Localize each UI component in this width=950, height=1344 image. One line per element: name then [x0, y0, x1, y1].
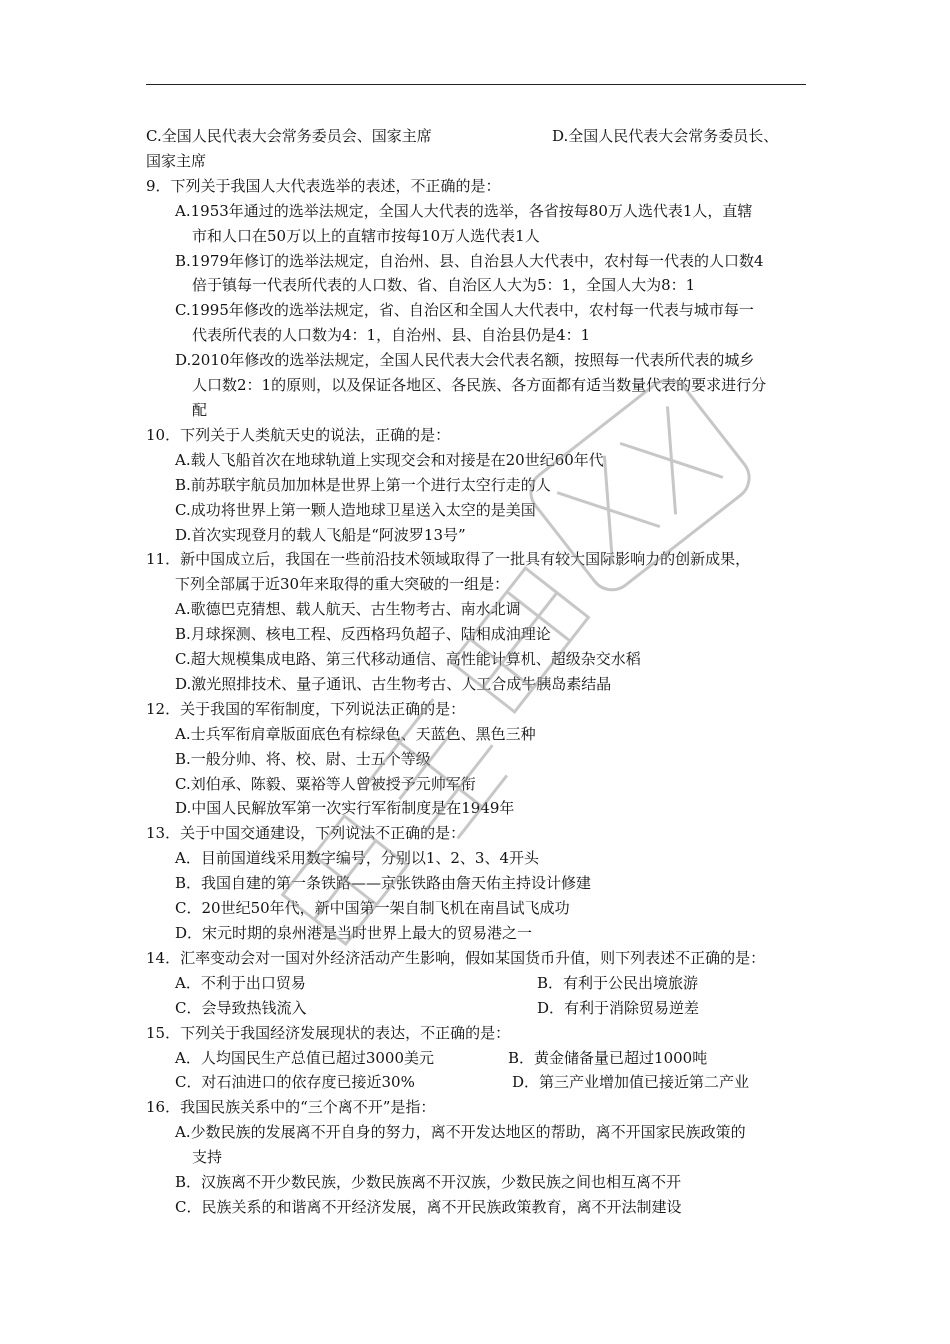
- option-text: D．有利于消除贸易逆差: [537, 998, 700, 1017]
- question-text: 10．下列关于人类航天史的说法，正确的是：: [146, 425, 451, 444]
- question-text: 国家主席: [146, 151, 207, 170]
- question-text: 9．下列关于我国人大代表选举的表述，不正确的是：: [146, 176, 501, 195]
- option-text: C．会导致热钱流入: [175, 998, 307, 1017]
- option-text: 人口数2：1的原则，以及保证各地区、各民族、各方面都有适当数量代表的要求进行分: [192, 376, 767, 395]
- option-text: B．黄金储备量已超过1000吨: [508, 1048, 708, 1067]
- option-text: D.2010年修改的选举法规定，全国人民代表大会代表名额，按照每一代表所代表的城乡: [175, 351, 755, 370]
- option-text: A.1953年通过的选举法规定，全国人大代表的选举，各省按每80万人选代表1人，直辖: [175, 201, 753, 220]
- option-row: [146, 971, 816, 996]
- option-text: A．人均国民生产总值已超过3000美元: [175, 1048, 435, 1067]
- option-text: C.成功将世界上第一颗人造地球卫星送入太空的是美国: [175, 500, 536, 519]
- option-text: A.歌德巴克猜想、载人航天、古生物考古、南水北调: [175, 600, 521, 619]
- option-text: 支持: [192, 1148, 223, 1167]
- option-text: C．对石油进口的依存度已接近30%: [175, 1073, 415, 1092]
- question-text: 16．我国民族关系中的“三个离不开”是指：: [146, 1098, 436, 1117]
- option-text: B．我国自建的第一条铁路——京张铁路由詹天佑主持设计修建: [175, 874, 592, 893]
- option-text: D.首次实现登月的载人飞船是“阿波罗13号”: [175, 525, 466, 544]
- option-text: A.士兵军衔肩章版面底色有棕绿色、天蓝色、黑色三种: [175, 724, 536, 743]
- option-text: A.载人飞船首次在地球轨道上实现交会和对接是在20世纪60年代: [175, 450, 604, 469]
- option-text: B．有利于公民出境旅游: [537, 973, 699, 992]
- option-text: C.全国人民代表大会常务委员会、国家主席: [146, 127, 432, 145]
- option-text: 下列全部属于近30年来取得的重大突破的一组是：: [175, 575, 510, 594]
- option-text: C.1995年修改的选举法规定，省、自治区和全国人大代表中，农村每一代表与城市每一: [175, 301, 754, 320]
- option-row: [146, 996, 816, 1021]
- option-text: D．第三产业增加值已接近第二产业: [512, 1073, 750, 1092]
- option-text: D.激光照排技术、量子通讯、古生物考古、人工合成牛胰岛素结晶: [175, 674, 612, 693]
- option-text: A．不利于出口贸易: [175, 973, 306, 992]
- option-text: 倍于镇每一代表所代表的人口数、省、自治区人大为5：1，全国人大为8：1: [192, 276, 696, 295]
- question-text: 15．下列关于我国经济发展现状的表达，不正确的是：: [146, 1023, 511, 1042]
- option-text: B．汉族离不开少数民族，少数民族离不开汉族，少数民族之间也相互离不开: [175, 1173, 682, 1192]
- question-list: [146, 124, 816, 1220]
- option-row: [146, 124, 816, 149]
- option-text: A．目前国道线采用数字编号，分别以1、2、3、4开头: [175, 849, 540, 868]
- header-rule: [146, 84, 806, 85]
- option-text: D.中国人民解放军第一次实行军衔制度是在1949年: [175, 799, 515, 818]
- option-text: B.月球探测、核电工程、反西格玛负超子、陆相成油理论: [175, 625, 551, 644]
- option-row: [146, 1070, 816, 1095]
- option-text: D.全国人民代表大会常务委员长、: [552, 127, 779, 145]
- option-text: C．民族关系的和谐离不开经济发展，离不开民族政策教育，离不开法制建设: [175, 1197, 682, 1216]
- option-text: B.1979年修订的选举法规定，自治州、县、自治县人大代表中，农村每一代表的人口数4: [175, 251, 764, 270]
- option-text: A.少数民族的发展离不开自身的努力，离不开发达地区的帮助，离不开国家民族政策的: [175, 1123, 746, 1142]
- option-text: C.刘伯承、陈毅、粟裕等人曾被授予元帅军衔: [175, 774, 476, 793]
- option-text: 市和人口在50万以上的直辖市按每10万人选代表1人: [192, 226, 540, 245]
- option-text: B.前苏联宇航员加加林是世界上第一个进行太空行走的人: [175, 475, 551, 494]
- option-text: 代表所代表的人口数为4：1，自治州、县、自治县仍是4：1: [192, 326, 591, 345]
- option-text: D．宋元时期的泉州港是当时世界上最大的贸易港之一: [175, 924, 533, 942]
- question-text: 11．新中国成立后，我国在一些前沿技术领域取得了一批具有较大国际影响力的创新成果，: [146, 550, 751, 569]
- option-text: 配: [192, 400, 208, 419]
- question-text: 13．关于中国交通建设，下列说法不正确的是：: [146, 824, 466, 843]
- option-text: C.超大规模集成电路、第三代移动通信、高性能计算机、超级杂交水稻: [175, 650, 641, 669]
- option-text: B.一般分帅、将、校、尉、士五个等级: [175, 749, 431, 768]
- option-row: [146, 1046, 816, 1071]
- question-text: 14．汇率变动会对一国对外经济活动产生影响，假如某国货币升值，则下列表述不正确的是：: [146, 948, 766, 967]
- option-text: C．20世纪50年代，新中国第一架自制飞机在南昌试飞成功: [175, 899, 570, 918]
- question-text: 12．关于我国的军衔制度，下列说法正确的是：: [146, 699, 466, 718]
